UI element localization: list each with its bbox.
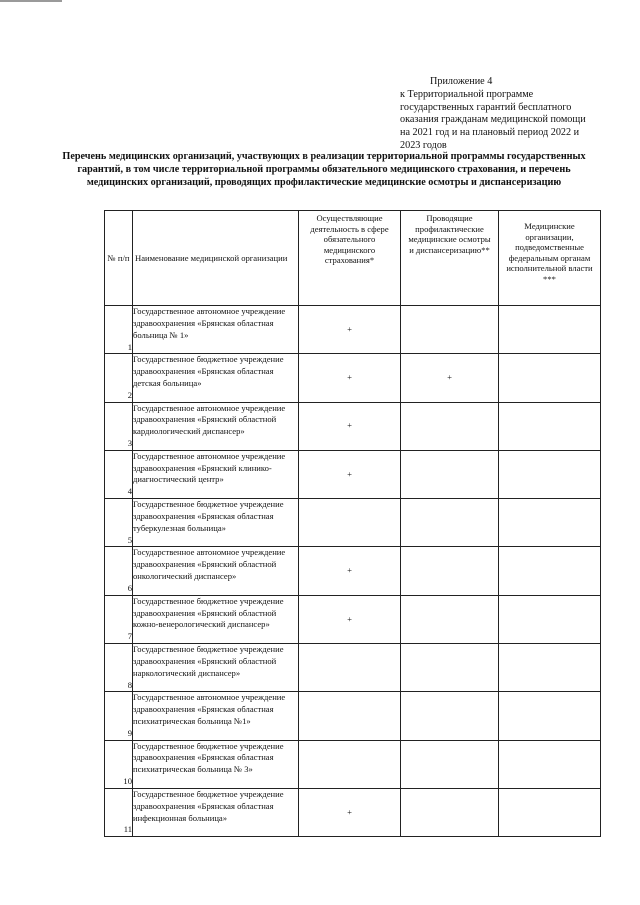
row-number: 8 <box>105 644 133 692</box>
oms-mark: + <box>299 547 401 595</box>
header-number: № п/п <box>105 211 133 306</box>
organizations-table <box>104 210 601 837</box>
federal-mark <box>499 499 601 547</box>
federal-mark <box>499 402 601 450</box>
organization-name: Государственное бюджетное учреждение здравоохранения «Брянская областная инфекционная больница» <box>133 788 299 836</box>
scan-edge-mark <box>0 0 62 2</box>
federal-mark <box>499 740 601 788</box>
organization-name: Государственное автономное учреждение здравоохранения «Брянский областной онкологический диспансер» <box>133 547 299 595</box>
header-oms: Осуществляющие деятельность в сфере обязательного медицинского страхования* <box>299 211 401 306</box>
organization-name: Государственное автономное учреждение здравоохранения «Брянская областная психиатрическая больница №1» <box>133 692 299 740</box>
table-row <box>105 692 601 740</box>
table-row <box>105 402 601 450</box>
header-organization-name: Наименование медицинской организации <box>133 211 299 306</box>
annex-block <box>400 76 600 153</box>
oms-mark: + <box>299 788 401 836</box>
federal-mark <box>499 595 601 643</box>
annex-line: 2023 годов <box>400 139 447 151</box>
federal-mark <box>499 692 601 740</box>
annex-line: оказания гражданам медицинской помощи <box>400 114 586 126</box>
row-number: 1 <box>105 306 133 354</box>
organization-name: Государственное бюджетное учреждение здравоохранения «Брянский областной кожно-венерологический диспансер» <box>133 595 299 643</box>
oms-mark: + <box>299 306 401 354</box>
table-row <box>105 354 601 402</box>
table-row <box>105 499 601 547</box>
row-number: 9 <box>105 692 133 740</box>
federal-mark <box>499 547 601 595</box>
oms-mark: + <box>299 402 401 450</box>
row-number: 2 <box>105 354 133 402</box>
oms-mark <box>299 740 401 788</box>
organization-name: Государственное автономное учреждение здравоохранения «Брянский областной кардиологический диспансер» <box>133 402 299 450</box>
oms-mark: + <box>299 450 401 498</box>
organization-name: Государственное бюджетное учреждение здравоохранения «Брянская областная психиатрическая больница № 3» <box>133 740 299 788</box>
table-row <box>105 450 601 498</box>
preventive-exam-mark <box>401 740 499 788</box>
row-number: 11 <box>105 788 133 836</box>
preventive-exam-mark <box>401 450 499 498</box>
annex-title: Приложение 4 <box>430 76 493 87</box>
oms-mark <box>299 499 401 547</box>
organization-name: Государственное бюджетное учреждение здравоохранения «Брянская областная детская больница» <box>133 354 299 402</box>
organization-name: Государственное автономное учреждение здравоохранения «Брянский клинико-диагностический центр» <box>133 450 299 498</box>
federal-mark <box>499 354 601 402</box>
preventive-exam-mark <box>401 499 499 547</box>
annex-line: на 2021 год и на плановый период 2022 и <box>400 127 580 139</box>
preventive-exam-mark <box>401 595 499 643</box>
preventive-exam-mark <box>401 306 499 354</box>
header-federal: Медицинские организации, подведомственные федеральным органам исполнительной власти *** <box>499 211 601 306</box>
preventive-exam-mark <box>401 547 499 595</box>
federal-mark <box>499 306 601 354</box>
preventive-exam-mark <box>401 402 499 450</box>
oms-mark <box>299 692 401 740</box>
table-row <box>105 788 601 836</box>
federal-mark <box>499 788 601 836</box>
organization-name: Государственное бюджетное учреждение здравоохранения «Брянский областной наркологический диспансер» <box>133 644 299 692</box>
row-number: 3 <box>105 402 133 450</box>
preventive-exam-mark <box>401 692 499 740</box>
header-preventive-exams: Проводящие профилактические медицинские осмотры и диспансеризацию** <box>401 211 499 306</box>
preventive-exam-mark <box>401 788 499 836</box>
table-row <box>105 740 601 788</box>
organization-name: Государственное бюджетное учреждение здравоохранения «Брянская областная туберкулезная больница» <box>133 499 299 547</box>
row-number: 5 <box>105 499 133 547</box>
document-heading: Перечень медицинских организаций, участвующих в реализации территориальной программы государственных гарантий, в том числе территориальной программы обязательного медицинского страхования, и перечень медицинских организаций, проводящих профилактические медицинские осмотры и диспансеризацию <box>62 151 586 188</box>
oms-mark: + <box>299 595 401 643</box>
preventive-exam-mark <box>401 644 499 692</box>
federal-mark <box>499 644 601 692</box>
table-row <box>105 547 601 595</box>
table-header-row <box>105 211 601 306</box>
row-number: 6 <box>105 547 133 595</box>
table-row <box>105 306 601 354</box>
row-number: 7 <box>105 595 133 643</box>
row-number: 4 <box>105 450 133 498</box>
annex-line: государственных гарантий бесплатного <box>400 101 572 113</box>
federal-mark <box>499 450 601 498</box>
oms-mark <box>299 644 401 692</box>
table-row <box>105 595 601 643</box>
oms-mark: + <box>299 354 401 402</box>
row-number: 10 <box>105 740 133 788</box>
annex-line: к Территориальной программе <box>400 88 534 100</box>
table-row <box>105 644 601 692</box>
organization-name: Государственное автономное учреждение здравоохранения «Брянская областная больница № 1» <box>133 306 299 354</box>
preventive-exam-mark: + <box>401 354 499 402</box>
